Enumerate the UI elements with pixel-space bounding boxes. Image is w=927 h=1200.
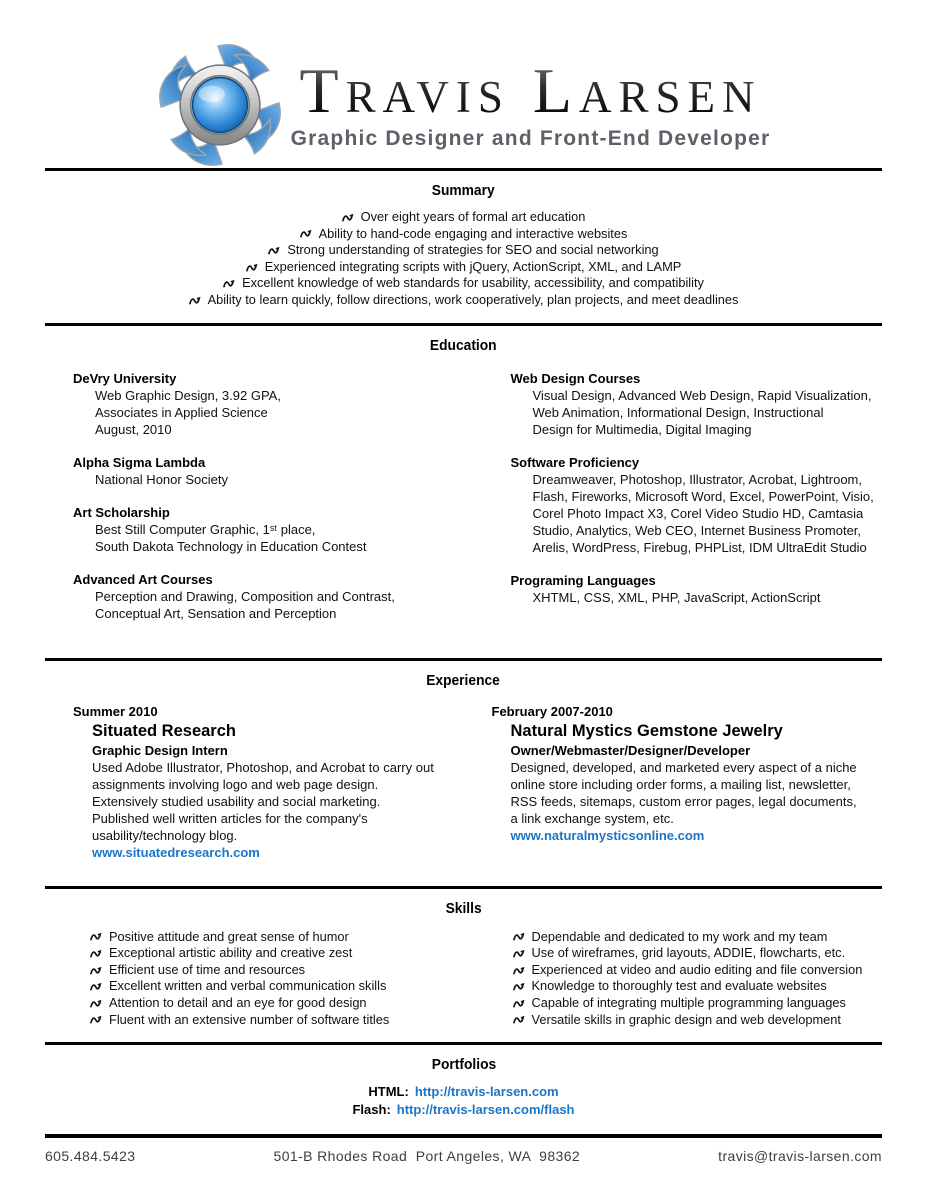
- summary-list: [45, 209, 882, 309]
- education-entry: [73, 504, 454, 555]
- skills-section-title: Skills: [445, 899, 482, 917]
- skill-item-text: Efficient use of time and resources: [109, 961, 306, 977]
- skill-item: [513, 962, 879, 979]
- education-entry-line: Visual Design, Advanced Web Design, Rapid Visualization,: [532, 387, 872, 403]
- section-divider: [45, 658, 882, 661]
- spiral-orb-logo-icon: [157, 44, 283, 166]
- skill-item: [513, 978, 879, 995]
- education-entry: [73, 370, 454, 438]
- education-entry-heading: Software Proficiency: [510, 454, 640, 470]
- education-entry-line: Best Still Computer Graphic, 1ˢᵗ place,: [95, 521, 316, 537]
- portfolio-label: HTML:: [368, 1084, 409, 1100]
- education-entry-heading: Advanced Art Courses: [73, 571, 213, 587]
- education-entry-line: XHTML, CSS, XML, PHP, JavaScript, ActionScript: [532, 589, 821, 605]
- summary-item-text: Experienced integrating scripts with jQuery, ActionScript, XML, and LAMP: [264, 258, 682, 274]
- skill-item: [90, 962, 454, 979]
- portfolio-link[interactable]: http://travis-larsen.com: [414, 1084, 559, 1100]
- section-divider: [45, 1042, 882, 1045]
- portfolio-line: [45, 1083, 882, 1101]
- education-entry-heading: Programing Languages: [510, 572, 656, 588]
- job-date: Summer 2010: [73, 703, 158, 719]
- skill-item: [90, 978, 454, 995]
- education-entry-line: Conceptual Art, Sensation and Perception: [95, 605, 337, 621]
- education-entry-line: National Honor Society: [95, 471, 228, 487]
- education-entry-lines: [511, 471, 879, 556]
- skill-item: [513, 1012, 879, 1029]
- education-entry-heading: DeVry University: [73, 370, 177, 386]
- education-entry-line: Studio, Analytics, Web CEO, Internet Business Promoter,: [532, 522, 862, 538]
- education-entry-line: Associates in Applied Science: [95, 404, 268, 420]
- summary-item: [45, 226, 882, 243]
- education-entry-lines: [511, 589, 879, 606]
- experience-job: [464, 703, 883, 862]
- education-entry-lines: [73, 387, 454, 438]
- job-role: Graphic Design Intern: [92, 742, 228, 758]
- education-entry-lines: [73, 521, 454, 555]
- summary-item-text: Ability to learn quickly, follow directions, work cooperatively, plan projects, and meet deadlines: [207, 291, 739, 307]
- portfolio-link[interactable]: http://travis-larsen.com/flash: [396, 1101, 575, 1117]
- header: [45, 0, 882, 168]
- job-date: February 2007-2010: [491, 703, 613, 719]
- skill-item-text: Attention to detail and an eye for good design: [109, 994, 367, 1010]
- education-entry-line: Flash, Fireworks, Microsoft Word, Excel, PowerPoint, Visio,: [532, 488, 874, 504]
- wave-arrow-bullet-icon: [513, 965, 525, 976]
- education-left-column: [45, 370, 464, 638]
- job-company: Situated Research: [92, 721, 236, 740]
- summary-section-title: Summary: [432, 182, 495, 199]
- education-entry-heading: Web Design Courses: [510, 370, 641, 386]
- skills-columns: [45, 929, 882, 1029]
- footer: [45, 1148, 882, 1164]
- education-columns: [45, 370, 882, 638]
- skill-item-text: Knowledge to thoroughly test and evaluate websites: [531, 978, 827, 994]
- job-body: [492, 720, 873, 845]
- education-entry: [73, 454, 454, 488]
- summary-item-text: Ability to hand-code engaging and interactive websites: [318, 225, 628, 241]
- footer-phone: 605.484.5423: [45, 1148, 136, 1164]
- summary-item: [45, 292, 882, 309]
- education-entry-line: South Dakota Technology in Education Contest: [95, 538, 367, 554]
- job-website-link[interactable]: www.situatedresearch.com: [92, 844, 260, 860]
- education-entry-line: Dreamweaver, Photoshop, Illustrator, Acrobat, Lightroom,: [532, 471, 863, 487]
- job-company: Natural Mystics Gemstone Jewelry: [510, 721, 783, 740]
- experience-columns: [45, 703, 882, 862]
- wave-arrow-bullet-icon: [513, 981, 525, 992]
- education-entry: [511, 370, 879, 438]
- section-divider: [45, 168, 882, 171]
- job-website-link[interactable]: www.naturalmysticsonline.com: [510, 827, 705, 843]
- wave-arrow-bullet-icon: [90, 948, 102, 959]
- wave-arrow-bullet-icon: [90, 981, 102, 992]
- wave-arrow-bullet-icon: [223, 278, 235, 289]
- skill-item-text: Positive attitude and great sense of humor: [109, 928, 349, 944]
- person-name: Travis Larsen: [291, 59, 771, 123]
- education-entry-lines: [73, 588, 454, 622]
- education-entry: [73, 571, 454, 622]
- wave-arrow-bullet-icon: [300, 228, 312, 239]
- education-entry-line: August, 2010: [95, 421, 172, 437]
- job-body: [73, 720, 454, 862]
- skill-item-text: Use of wireframes, grid layouts, ADDIE, flowcharts, etc.: [531, 945, 846, 961]
- skill-item: [90, 945, 454, 962]
- job-description: Used Adobe Illustrator, Photoshop, and Acrobat to carry out assignments involving logo and web page design. Extensively studied usability and social marketing. Published well written articles for the company's usability/technology blog.: [92, 759, 434, 843]
- education-entry-lines: [73, 471, 454, 488]
- education-entry-lines: [511, 387, 879, 438]
- education-right-column: [464, 370, 883, 638]
- summary-item: [45, 259, 882, 276]
- title-block: [290, 55, 771, 151]
- wave-arrow-bullet-icon: [246, 262, 258, 273]
- section-divider: [45, 323, 882, 326]
- summary-item: [45, 275, 882, 292]
- footer-email: travis@travis-larsen.com: [718, 1148, 882, 1164]
- experience-section-title: Experience: [426, 671, 501, 689]
- wave-arrow-bullet-icon: [268, 245, 280, 256]
- skills-right-column: [464, 929, 883, 1029]
- skill-item-text: Experienced at video and audio editing and file conversion: [531, 961, 863, 977]
- portfolio-label: Flash:: [352, 1101, 391, 1117]
- skill-item: [90, 929, 454, 946]
- skill-item-text: Fluent with an extensive number of software titles: [109, 1011, 390, 1027]
- skill-item-text: Capable of integrating multiple programming languages: [531, 994, 846, 1010]
- education-entry-line: Corel Photo Impact X3, Corel Video Studio HD, Camtasia: [532, 505, 864, 521]
- wave-arrow-bullet-icon: [189, 295, 201, 306]
- education-section-title: Education: [430, 336, 497, 354]
- wave-arrow-bullet-icon: [513, 998, 525, 1009]
- wave-arrow-bullet-icon: [90, 998, 102, 1009]
- footer-address: 501-B Rhodes Road Port Angeles, WA 98362: [273, 1148, 581, 1164]
- skill-item-text: Dependable and dedicated to my work and my team: [531, 928, 828, 944]
- education-entry-line: Web Graphic Design, 3.92 GPA,: [95, 387, 281, 403]
- wave-arrow-bullet-icon: [513, 948, 525, 959]
- skill-item: [90, 995, 454, 1012]
- education-entry-heading: Art Scholarship: [73, 504, 170, 520]
- skills-left-column: [45, 929, 464, 1029]
- wave-arrow-bullet-icon: [90, 931, 102, 942]
- education-entry-line: Perception and Drawing, Composition and Contrast,: [95, 588, 395, 604]
- skill-item: [513, 929, 879, 946]
- education-entry-line: Design for Multimedia, Digital Imaging: [532, 421, 752, 437]
- portfolios-section-title: Portfolios: [431, 1056, 496, 1074]
- summary-item: [45, 242, 882, 259]
- skill-item: [513, 945, 879, 962]
- skill-item: [90, 1012, 454, 1029]
- education-entry: [511, 454, 879, 556]
- wave-arrow-bullet-icon: [513, 1014, 525, 1025]
- summary-item-text: Excellent knowledge of web standards for usability, accessibility, and compatibility: [242, 275, 704, 291]
- portfolio-list: [45, 1083, 882, 1118]
- summary-item: [45, 209, 882, 226]
- summary-item-text: Over eight years of formal art education: [360, 209, 586, 224]
- education-entry-line: Web Animation, Informational Design, Instructional: [532, 404, 824, 420]
- person-tagline: Graphic Designer and Front-End Developer: [290, 127, 771, 150]
- wave-arrow-bullet-icon: [513, 931, 525, 942]
- education-entry-line: Arelis, WordPress, Firebug, PHPList, IDM UltraEdit Studio: [532, 539, 867, 555]
- skill-item-text: Excellent written and verbal communication skills: [109, 978, 387, 994]
- wave-arrow-bullet-icon: [90, 965, 102, 976]
- experience-job: [45, 703, 464, 862]
- section-divider: [45, 886, 882, 889]
- skill-item: [513, 995, 879, 1012]
- skill-item-text: Versatile skills in graphic design and web development: [531, 1011, 841, 1027]
- skill-item-text: Exceptional artistic ability and creative zest: [109, 945, 353, 961]
- job-role: Owner/Webmaster/Designer/Developer: [510, 742, 751, 758]
- footer-divider: [45, 1134, 882, 1138]
- education-entry-heading: Alpha Sigma Lambda: [73, 454, 206, 470]
- portfolio-line: [45, 1101, 882, 1119]
- wave-arrow-bullet-icon: [342, 212, 354, 223]
- education-entry: [511, 572, 879, 606]
- job-description: Designed, developed, and marketed every aspect of a niche online store including order forms, a mailing list, newsletter, RSS feeds, sitemaps, custom error pages, legal documents, a link exchange system, etc.: [510, 759, 857, 826]
- summary-item-text: Strong understanding of strategies for SEO and social networking: [287, 242, 659, 258]
- wave-arrow-bullet-icon: [90, 1014, 102, 1025]
